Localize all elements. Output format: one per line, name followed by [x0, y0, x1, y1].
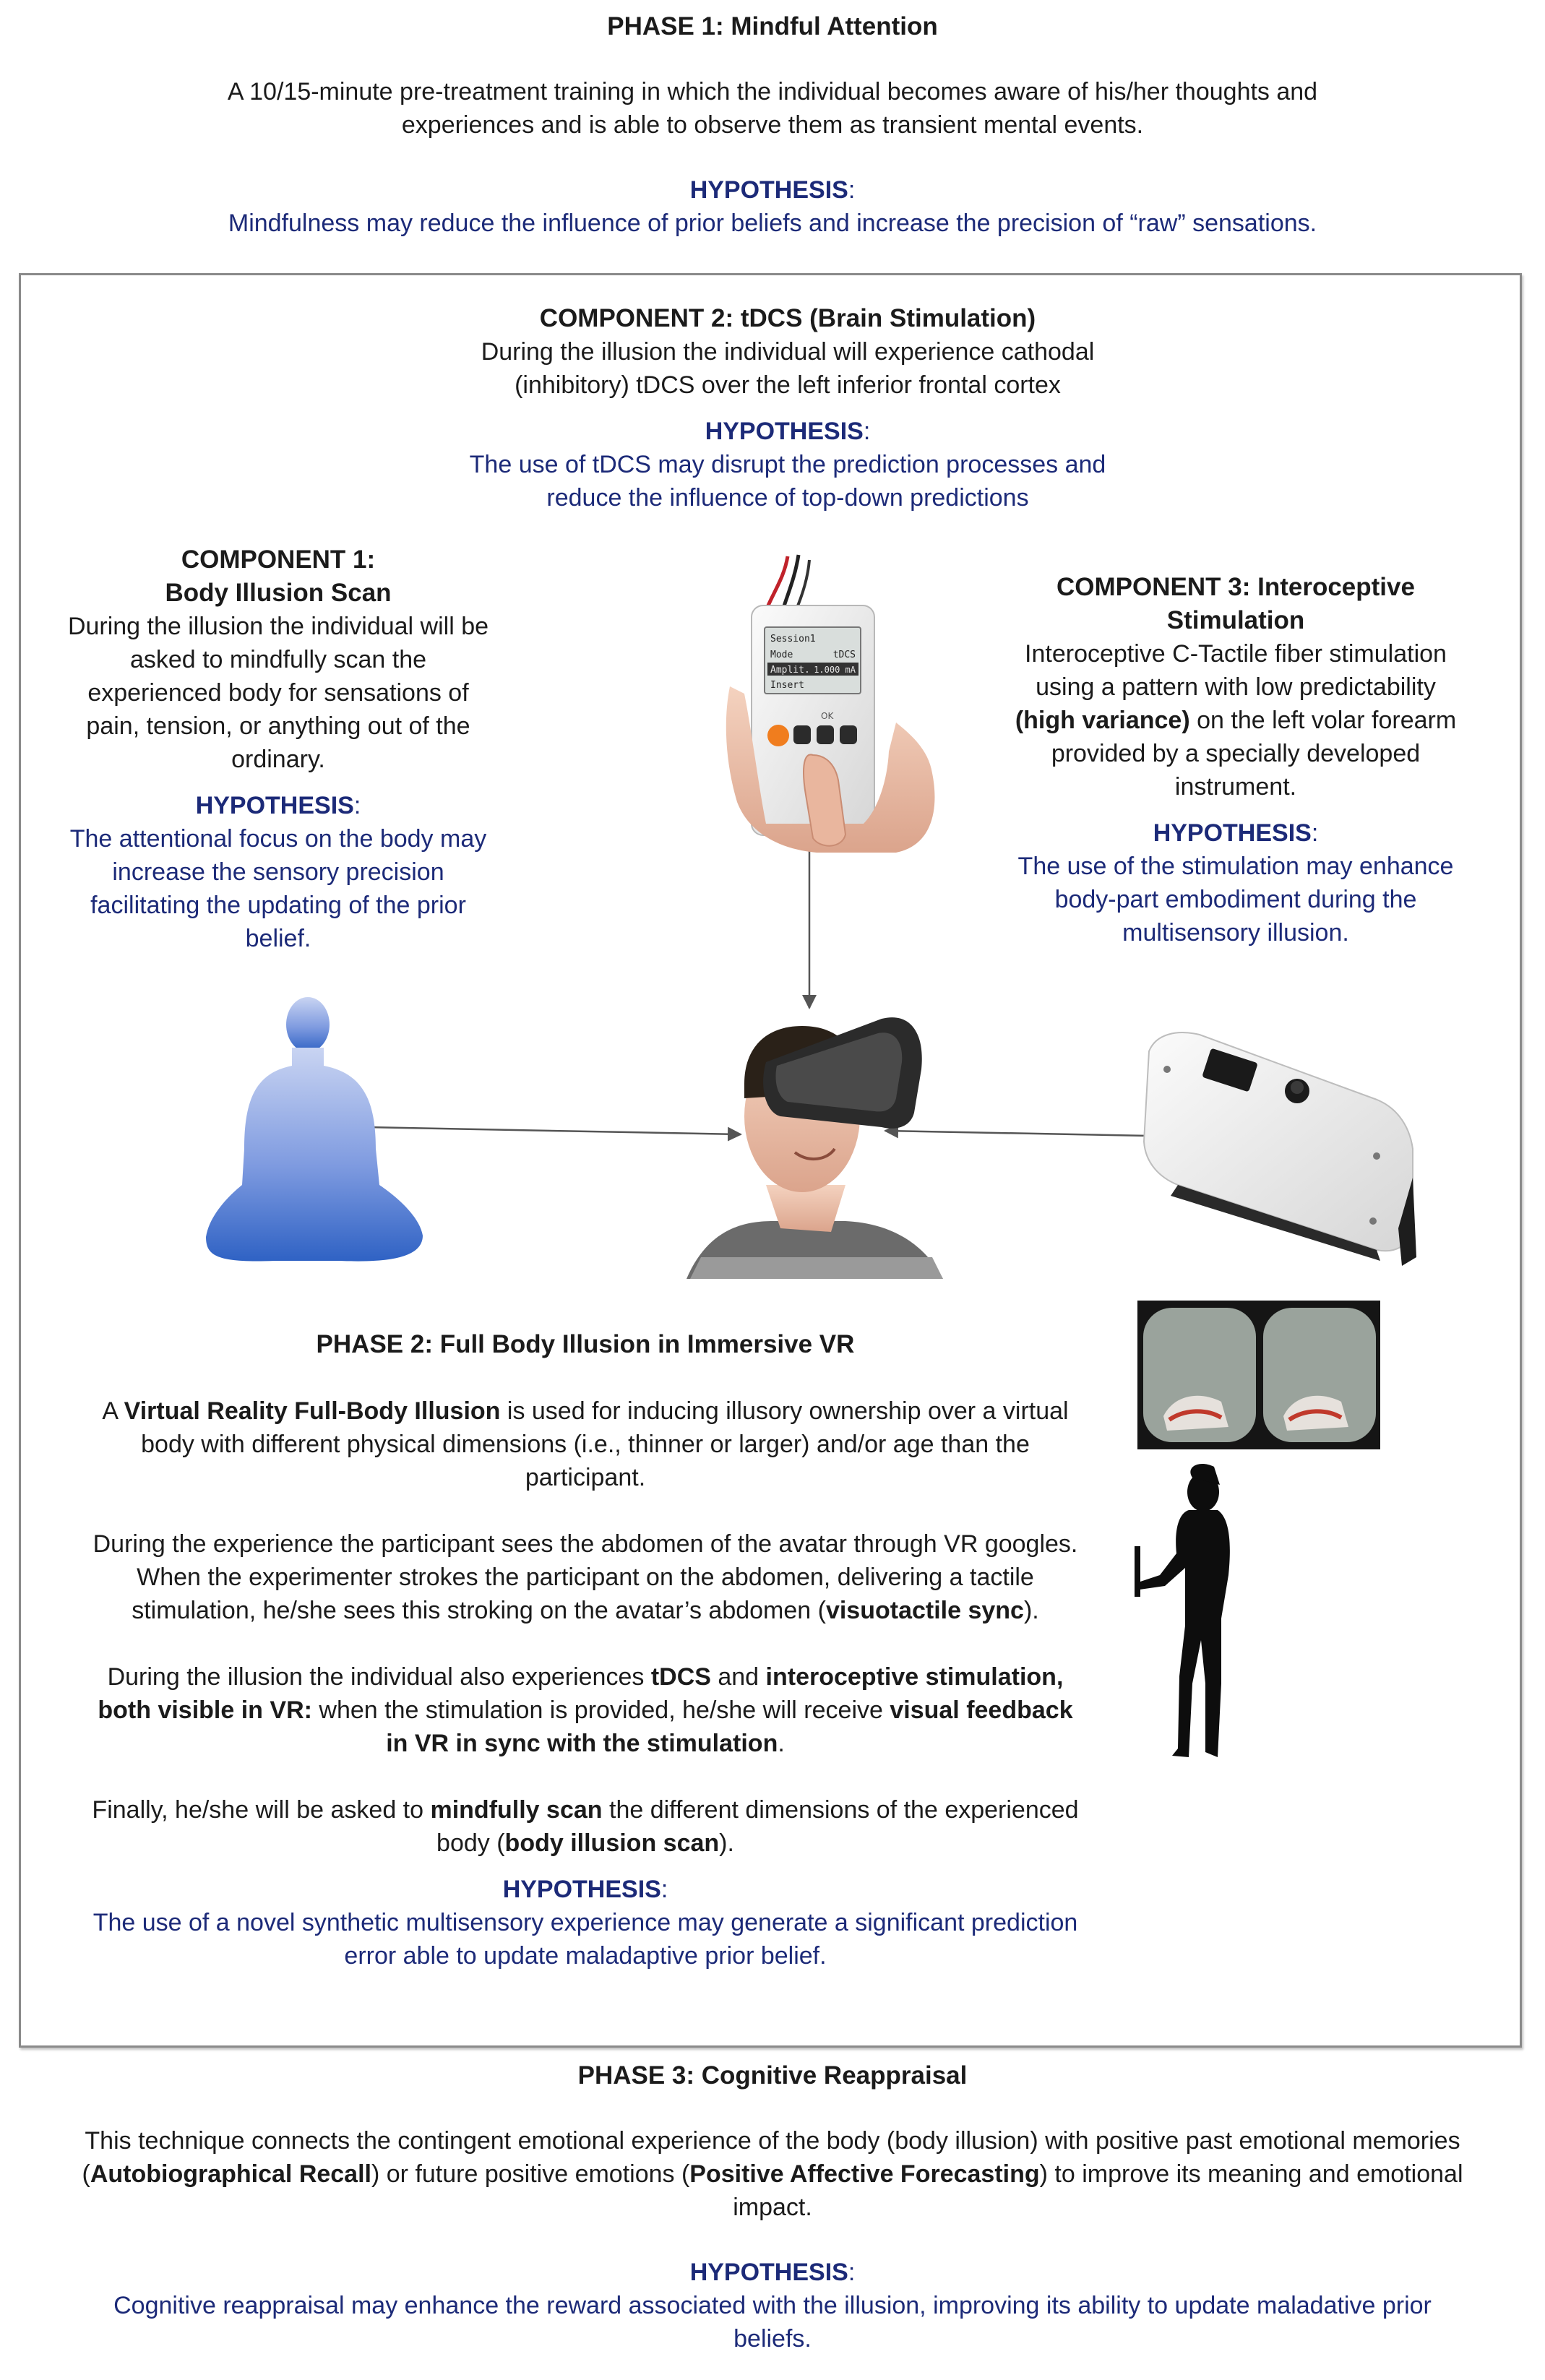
standing-person-silhouette	[1135, 1464, 1230, 1757]
text-run-bold: Positive Affective Forecasting	[689, 2160, 1040, 2188]
component2-title: COMPONENT 2: tDCS (Brain Stimulation)	[539, 304, 1036, 332]
text-run: A	[102, 1397, 124, 1425]
text-run: is used for inducing illusory ownership over a virtual	[500, 1397, 1069, 1425]
meditation-arrow	[365, 1127, 741, 1134]
component1-line3: experienced body for sensations of	[87, 679, 469, 707]
component3-hypothesis-line3: multisensory illusion.	[1122, 919, 1349, 947]
vr-stereo-view-image	[1137, 1301, 1380, 1449]
text-run: body (	[436, 1829, 505, 1857]
text-run: stimulation, he/she sees this stroking on the avatar’s abdomen (	[132, 1597, 826, 1624]
component1-hypothesis-line4: belief.	[245, 925, 311, 952]
device-screen-line1: Session1	[770, 634, 816, 644]
component3-line1: Interoceptive C-Tactile fiber stimulation	[1025, 640, 1447, 668]
phase1-description-line2: experiences and is able to observe them as transient mental events.	[401, 111, 1144, 139]
text-run: ).	[1023, 1597, 1039, 1624]
text-run-bold: tDCS	[650, 1663, 711, 1691]
component3-line4: provided by a specially developed	[1051, 740, 1421, 767]
device-screen-mode-value: tDCS	[832, 650, 856, 660]
phase2-hypothesis-heading: HYPOTHESIS:	[502, 1876, 668, 1903]
hypothesis-label: HYPOTHESIS	[689, 2259, 848, 2286]
phase1-hypothesis-heading: HYPOTHESIS:	[689, 176, 856, 204]
device-button	[817, 725, 834, 744]
text-run-bold: visuotactile sync	[825, 1597, 1024, 1624]
component2-line1: During the illusion the individual will experience cathodal	[481, 338, 1095, 366]
phase2-paragraph3-line2	[51, 1694, 1120, 1727]
phase3-hypothesis-line1: Cognitive reappraisal may enhance the reward associated with the illusion, improving its ability to update maladative prior	[113, 2292, 1432, 2319]
phase2-paragraph2-line1: During the experience the participant sees the abdomen of the avatar through VR googles.	[92, 1530, 1078, 1558]
phase2-hypothesis-line1: The use of a novel synthetic multisensory experience may generate a significant prediction	[92, 1909, 1078, 1936]
component1-hypothesis-line3: facilitating the updating of the prior	[90, 892, 466, 919]
phase2-section	[51, 1328, 1120, 1972]
component3-hypothesis-heading: HYPOTHESIS:	[1153, 819, 1319, 847]
component1-hypothesis-line1: The attentional focus on the body may	[69, 825, 487, 853]
device-ok-label: OK	[821, 711, 834, 721]
text-run: and	[710, 1663, 766, 1691]
component1-title-line1: COMPONENT 1:	[181, 546, 376, 574]
text-run: Finally, he/she will be asked to	[92, 1796, 431, 1824]
vr-headset-person-photo	[687, 1017, 943, 1279]
text-run-bold: both visible in VR:	[98, 1696, 312, 1724]
device-screen-amp-label: Amplit.	[770, 665, 810, 676]
component3-title-line1: COMPONENT 3: Interoceptive	[1056, 573, 1415, 601]
text-run: During the illusion the individual also experiences	[107, 1663, 651, 1691]
phase3-line1: This technique connects the contingent emotional experience of the body (body illusion) with positive past emotional memories	[85, 2127, 1460, 2155]
text-run: ) or future positive emotions (	[371, 2160, 690, 2188]
phase2-paragraph3-line1	[51, 1660, 1120, 1694]
phase2-paragraph2-line2: When the experimenter strokes the participant on the abdomen, delivering a tactile	[137, 1564, 1034, 1591]
phase3-section	[0, 2059, 1545, 2355]
text-run: the different dimensions of the experienced	[602, 1796, 1079, 1824]
meditation-silhouette-icon	[206, 997, 423, 1262]
hypothesis-label: HYPOTHESIS	[705, 418, 864, 445]
component3-line3-rest: on the left volar forearm	[1189, 707, 1457, 734]
component1-hypothesis-line2: increase the sensory precision	[112, 858, 444, 886]
text-run: (	[82, 2160, 90, 2188]
device-screen-amp-value: 1.000 mA	[814, 665, 856, 675]
text-run-bold: mindfully scan	[430, 1796, 603, 1824]
phase3-line2	[0, 2157, 1545, 2191]
device-orange-button	[767, 725, 789, 746]
phase1-title: PHASE 1: Mindful Attention	[607, 12, 938, 40]
component2-hypothesis-line2: reduce the influence of top-down predictions	[546, 484, 1029, 512]
component3-line2: using a pattern with low predictability	[1036, 673, 1436, 701]
phase3-title: PHASE 3: Cognitive Reappraisal	[577, 2061, 968, 2090]
phase2-title: PHASE 2: Full Body Illusion in Immersive VR	[316, 1330, 855, 1358]
text-run: .	[778, 1730, 785, 1757]
phase2-paragraph3-line3	[51, 1727, 1120, 1760]
phase2-hypothesis-line2: error able to update maladaptive prior belief.	[344, 1942, 827, 1970]
stimulation-arrow	[885, 1131, 1149, 1136]
device-screen-mode-label: Mode	[770, 650, 793, 660]
text-run-bold: Virtual Reality Full-Body Illusion	[124, 1397, 501, 1425]
text-run: ).	[719, 1829, 734, 1857]
device-button	[840, 725, 857, 744]
text-run-bold: in VR in sync with the stimulation	[386, 1730, 778, 1757]
interoceptive-stimulator-device	[1144, 1032, 1416, 1266]
hypothesis-label: HYPOTHESIS	[689, 176, 848, 204]
phase3-hypothesis-line2: beliefs.	[733, 2325, 812, 2353]
component1-title-line2: Body Illusion Scan	[165, 579, 392, 607]
component2-hypothesis-line1: The use of tDCS may disrupt the prediction processes and	[469, 451, 1106, 478]
phase3-hypothesis-heading: HYPOTHESIS:	[689, 2259, 856, 2286]
hypothesis-label: HYPOTHESIS	[502, 1876, 661, 1903]
high-variance-emphasis: (high variance)	[1015, 707, 1190, 734]
text-run-bold: visual feedback	[890, 1696, 1073, 1724]
text-run: when the stimulation is provided, he/she will receive	[311, 1696, 890, 1724]
component1-line4: pain, tension, or anything out of the	[86, 712, 470, 740]
phase1-hypothesis-text: Mindfulness may reduce the influence of prior beliefs and increase the precision of “raw” sensations.	[228, 210, 1317, 237]
component1-line2: asked to mindfully scan the	[129, 646, 427, 673]
component1-hypothesis-heading: HYPOTHESIS:	[195, 792, 361, 819]
component1-line1: During the illusion the individual will be	[67, 613, 489, 640]
component3-hypothesis-line1: The use of the stimulation may enhance	[1017, 853, 1454, 880]
component1-line5: ordinary.	[231, 746, 325, 773]
tdcs-device-in-hand	[726, 555, 935, 853]
component3-hypothesis-line2: body-part embodiment during the	[1054, 886, 1417, 913]
component2-hypothesis-heading: HYPOTHESIS:	[705, 418, 871, 445]
hypothesis-label: HYPOTHESIS	[1153, 819, 1312, 847]
component3-title-line2: Stimulation	[1166, 606, 1305, 634]
phase2-paragraph4-line2	[51, 1827, 1120, 1860]
phase2-paragraph1-line3: participant.	[525, 1464, 646, 1491]
phase2-paragraph2-line3	[51, 1594, 1120, 1627]
text-run: ) to improve its meaning and emotional	[1039, 2160, 1463, 2188]
phase2-paragraph4-line1	[51, 1793, 1120, 1827]
phase3-line3: impact.	[733, 2194, 812, 2221]
text-run-bold: Autobiographical Recall	[90, 2160, 371, 2188]
hypothesis-label: HYPOTHESIS	[195, 792, 354, 819]
phase2-paragraph1-line2: body with different physical dimensions (i.e., thinner or larger) and/or age than the	[141, 1431, 1030, 1458]
phase1-description-line1: A 10/15-minute pre-treatment training in which the individual becomes aware of his/her thoughts and	[227, 78, 1318, 105]
phase2-paragraph1-line1	[51, 1394, 1120, 1428]
device-screen-insert: Insert	[770, 680, 804, 691]
component2-line2: (inhibitory) tDCS over the left inferior frontal cortex	[515, 371, 1061, 399]
device-button	[793, 725, 811, 744]
component3-line5: instrument.	[1174, 773, 1297, 801]
text-run-bold: interoceptive stimulation,	[765, 1663, 1064, 1691]
text-run-bold: body illusion scan	[504, 1829, 720, 1857]
